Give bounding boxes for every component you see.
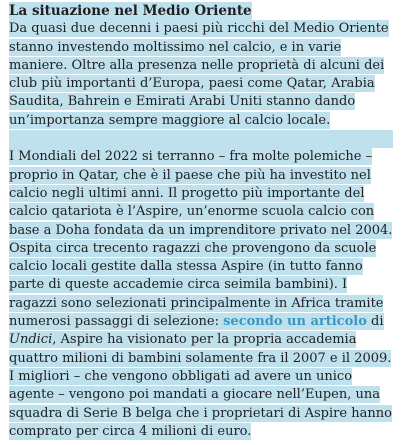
paragraph-gap — [9, 130, 393, 148]
paragraph-2-text-start: I Mondiali del 2022 si terranno – fra molte polemiche – proprio in Qatar, che è il paese che più ha investito nel calcio negli ultimi anni. Il progetto più importante del calcio qatariota è l’Aspire, un’enorme scuola calcio con base a Doha fondata da un imprenditore privato nel 2004. Ospita circa trecento ragazzi che provengono da scuole calcio locali gestite dalla stessa Aspire (in tutto fanno parte di queste accademie circa seimila bambini). I ragazzi sono selezionati principalmente in Africa tramite numerosi passaggi di selezione: — [9, 149, 393, 330]
source-article-link[interactable]: secondo un articolo — [223, 314, 367, 330]
paragraph-1 — [9, 20, 393, 130]
paragraph-2-text-connector: di — [366, 314, 384, 330]
paragraph-2-text-end: , Aspire ha visionato per la propria accademia quattro milioni di bambini solamente fra il 2007 e il 2009. I migliori – che vengono obbligati ad avere un unico agente – vengono poi mandati a giocare nell’Eupen, una squadra di Serie B belga che i proprietari di Aspire hanno comprato per circa 4 milioni di euro. — [9, 332, 392, 439]
source-publication-name: Undici — [9, 332, 53, 348]
section-heading-text: La situazione nel Medio Oriente — [9, 3, 252, 19]
section-heading — [9, 2, 393, 20]
article-body — [9, 2, 393, 441]
paragraph-2-highlight — [9, 148, 392, 439]
paragraph-1-text: Da quasi due decenni i paesi più ricchi del Medio Oriente stanno investendo moltissimo nel calcio, e in varie maniere. Oltre alla presenza nelle proprietà di alcuni dei club più importanti d’Europa, paesi come Qatar, Arabia Saudita, Bahrein e Emirati Arabi Uniti stanno dando un’importanza sempre maggiore al calcio locale. — [9, 21, 389, 128]
paragraph-2 — [9, 148, 393, 441]
